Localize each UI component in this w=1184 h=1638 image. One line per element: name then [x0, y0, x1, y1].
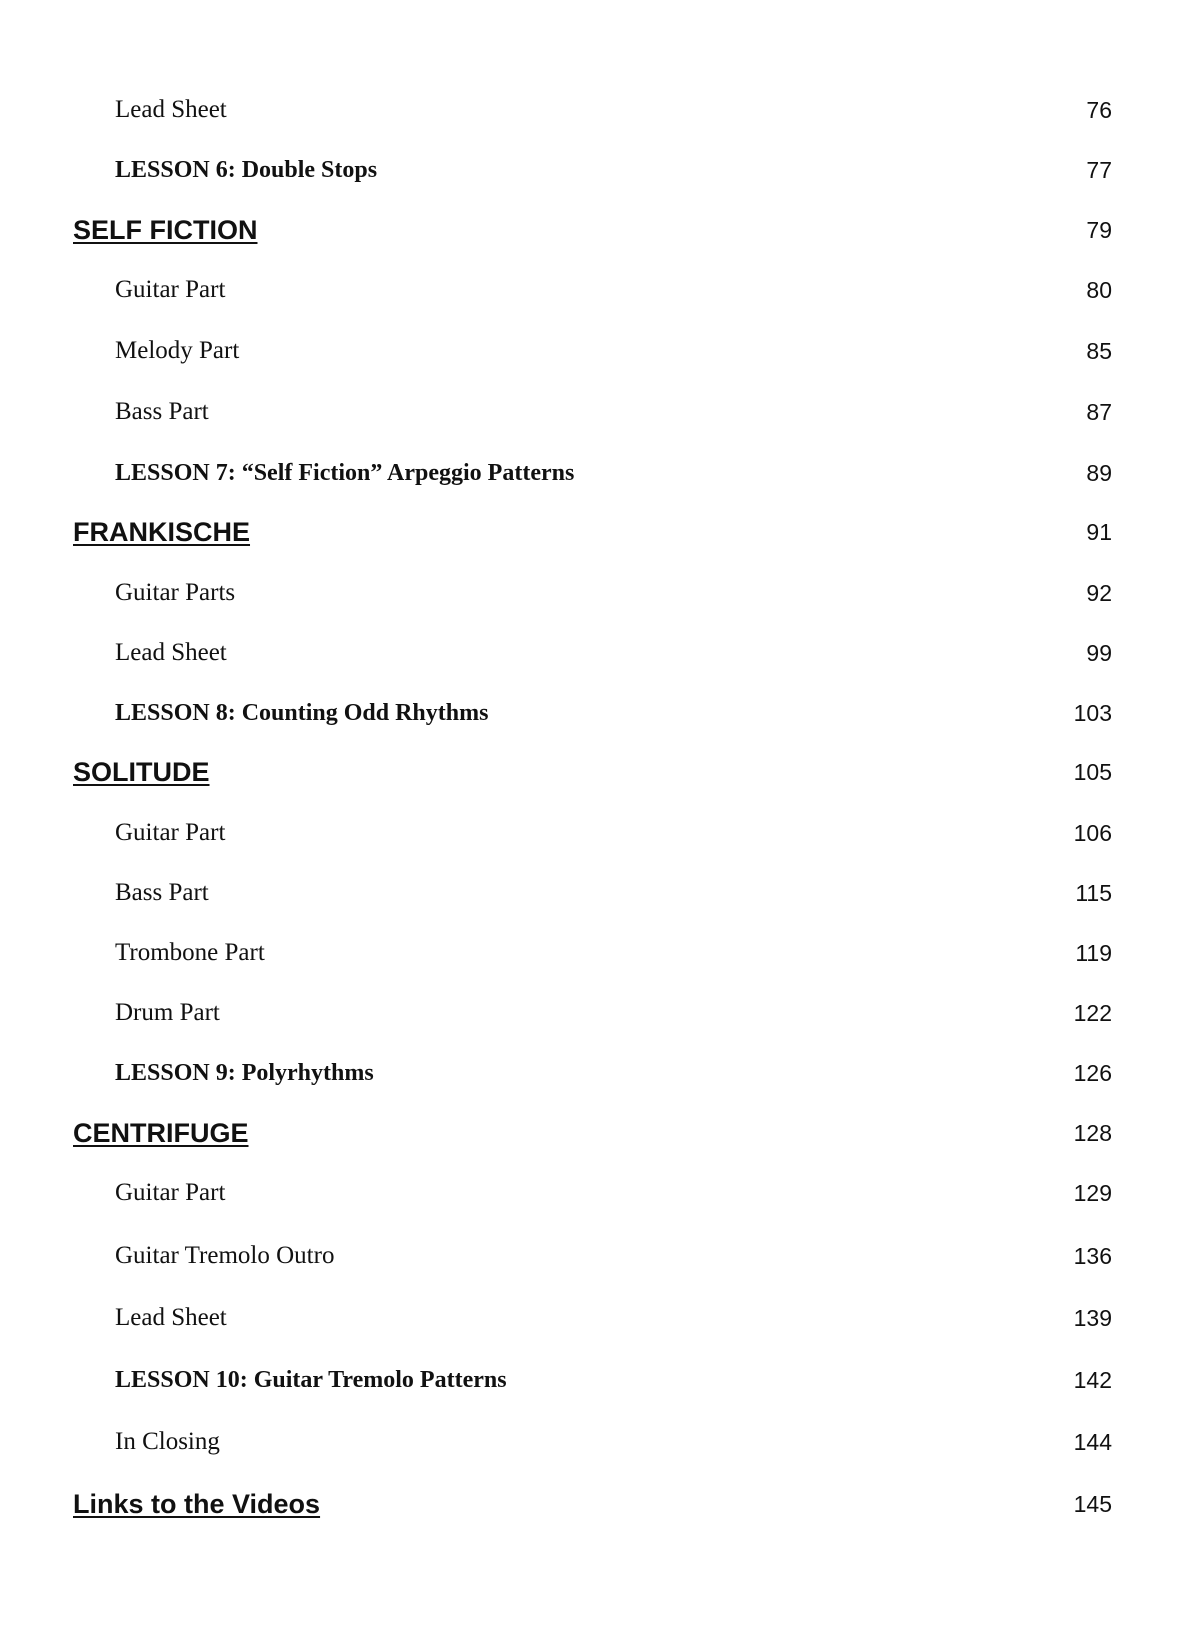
toc-entry[interactable]: [0, 633, 1184, 673]
toc-entry-page: 144: [1073, 1429, 1112, 1455]
toc-entry-page: 77: [1086, 157, 1112, 183]
toc-entry-title: Guitar Part: [115, 819, 226, 846]
toc-entry-title: Lead Sheet: [115, 639, 227, 666]
toc-entry[interactable]: [0, 933, 1184, 973]
toc-entry-title: Guitar Part: [115, 1179, 226, 1206]
toc-entry[interactable]: [0, 90, 1184, 130]
toc-entry-page: 80: [1086, 277, 1112, 303]
toc-entry-page: 92: [1086, 580, 1112, 606]
toc-section-title: FRANKISCHE: [73, 517, 251, 547]
toc-section[interactable]: [0, 752, 1184, 792]
toc-section-title: Links to the Videos: [73, 1489, 321, 1519]
toc-entry[interactable]: [0, 1360, 1184, 1400]
toc-entry[interactable]: [0, 693, 1184, 733]
toc-section[interactable]: [0, 512, 1184, 552]
toc-entry-page: 79: [1086, 217, 1112, 243]
toc-entry-title: Guitar Part: [115, 276, 226, 303]
toc-entry-title: LESSON 10: Guitar Tremolo Patterns: [115, 1367, 507, 1393]
toc-entry-title: Melody Part: [115, 337, 240, 364]
toc-section[interactable]: [0, 1113, 1184, 1153]
toc-entry-page: 89: [1086, 460, 1112, 486]
toc-entry[interactable]: [0, 993, 1184, 1033]
toc-entry[interactable]: [0, 573, 1184, 613]
toc-entry-title: LESSON 7: “Self Fiction” Arpeggio Patterns: [115, 460, 575, 486]
toc-entry-page: 103: [1073, 700, 1112, 726]
toc-entry[interactable]: [0, 1298, 1184, 1338]
toc-entry-title: Drum Part: [115, 999, 220, 1026]
toc-entry[interactable]: [0, 392, 1184, 432]
toc-section-title: CENTRIFUGE: [73, 1118, 249, 1148]
toc-entry[interactable]: [0, 150, 1184, 190]
toc-entry[interactable]: [0, 270, 1184, 310]
toc-entry-page: 87: [1086, 399, 1112, 425]
toc-section-title: SELF FICTION: [73, 215, 258, 245]
toc-entry[interactable]: [0, 1053, 1184, 1093]
toc-entry-page: 99: [1086, 640, 1112, 666]
toc-entry-title: Bass Part: [115, 398, 209, 425]
toc-entry-page: 105: [1073, 759, 1112, 785]
toc-entry-page: 106: [1073, 820, 1112, 846]
toc-entry-page: 139: [1073, 1305, 1112, 1331]
toc-entry[interactable]: [0, 331, 1184, 371]
toc-entry-title: LESSON 6: Double Stops: [115, 157, 378, 183]
toc-entry[interactable]: [0, 873, 1184, 913]
toc-entry-page: 76: [1086, 97, 1112, 123]
toc-entry-page: 122: [1073, 1000, 1112, 1026]
toc-entry-page: 85: [1086, 338, 1112, 364]
toc-entry-page: 145: [1073, 1491, 1112, 1517]
toc-entry[interactable]: [0, 813, 1184, 853]
toc-section[interactable]: [0, 1484, 1184, 1524]
toc-entry[interactable]: [0, 1173, 1184, 1213]
toc-section[interactable]: [0, 210, 1184, 250]
toc-entry-title: Guitar Parts: [115, 579, 236, 606]
toc-entry-page: 129: [1073, 1180, 1112, 1206]
toc-entry-title: In Closing: [115, 1428, 220, 1455]
toc-entry-title: Guitar Tremolo Outro: [115, 1242, 335, 1269]
toc-entry-title: LESSON 9: Polyrhythms: [115, 1060, 374, 1086]
toc-entry-title: Lead Sheet: [115, 1304, 227, 1331]
toc-entry-page: 91: [1086, 519, 1112, 545]
toc-entry-page: 136: [1073, 1243, 1112, 1269]
toc-entry-title: Trombone Part: [115, 939, 265, 966]
toc-entry[interactable]: [0, 1236, 1184, 1276]
toc-entry-page: 115: [1075, 880, 1112, 906]
toc-entry-page: 128: [1073, 1120, 1112, 1146]
toc-entry-page: 119: [1075, 940, 1112, 966]
toc-entry-page: 142: [1073, 1367, 1112, 1393]
toc-entry-title: Lead Sheet: [115, 96, 227, 123]
toc-entry-title: Bass Part: [115, 879, 209, 906]
toc-section-title: SOLITUDE: [73, 757, 210, 787]
toc-entry[interactable]: [0, 453, 1184, 493]
toc-entry-page: 126: [1073, 1060, 1112, 1086]
toc-entry[interactable]: [0, 1422, 1184, 1462]
toc-entry-title: LESSON 8: Counting Odd Rhythms: [115, 700, 489, 726]
